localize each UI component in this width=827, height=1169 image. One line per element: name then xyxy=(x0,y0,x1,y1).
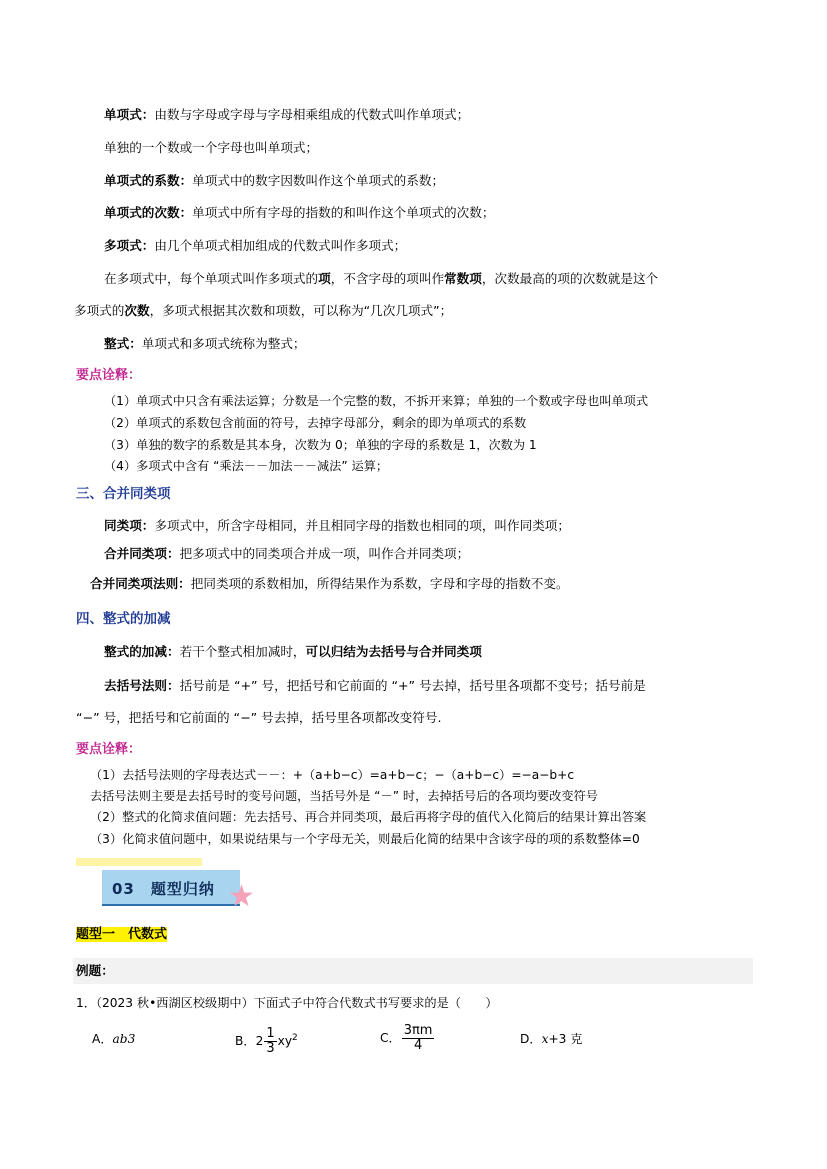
tip-item: （1）去括号法则的字母表达式－－：+（a+b−c）=a+b−c；−（a+b−c）=−a−b+c xyxy=(90,768,575,782)
single-term-note: 单独的一个数或一个字母也叫单项式； xyxy=(104,140,319,155)
section-heading-like-terms: 三、合并同类项 xyxy=(76,486,171,502)
tips-heading-1: 要点诠释： xyxy=(76,368,142,383)
integral-expression-def: 整式：单项式和多项式统称为整式； xyxy=(104,336,306,351)
option-b[interactable]: B．2 $\frac{1}{3}$ $xy^2$ xyxy=(235,1026,298,1057)
tips-heading-2: 要点诠释： xyxy=(76,742,142,757)
combine-like-terms-def: 合并同类项：把多项式中的同类项合并成一项，叫作合并同类项； xyxy=(104,546,470,561)
tip-item: （2）单项式的系数包含前面的符号，去掉字母部分，剩余的即为单项式的系数 xyxy=(104,416,527,430)
like-terms-def: 同类项：多项式中，所含字母相同，并且相同字母的指数也相同的项，叫作同类项； xyxy=(104,518,570,533)
add-subtract-def: 整式的加减：若干个整式相加减时，可以归结为去括号与合并同类项 xyxy=(104,644,482,659)
monomial-def: 单项式：由数与字母或字母与字母相乘组成的代数式叫作单项式； xyxy=(104,107,470,122)
coefficient-def: 单项式的系数：单项式中的数字因数叫作这个单项式的系数； xyxy=(104,173,445,188)
star-icon: ★ xyxy=(228,879,255,914)
polynomial-def: 多项式：由几个单项式相加组成的代数式叫作多项式； xyxy=(104,238,407,253)
degree-def: 单项式的次数：单项式中所有字母的指数的和叫作这个单项式的次数； xyxy=(104,205,495,220)
option-d[interactable]: D．x+3 克 xyxy=(520,1032,583,1046)
bracket-rule-cont: “−” 号，把括号和它前面的 “−” 号去掉，括号里各项都改变符号. xyxy=(76,710,442,725)
tip-item: （4）多项式中含有 “乘法－－加法－－减法” 运算； xyxy=(104,459,389,473)
polynomial-degree-def: 多项式的次数，多项式根据其次数和项数，可以称为“几次几项式”； xyxy=(74,303,453,318)
question-type-heading: 题型一 代数式 xyxy=(76,927,168,942)
tip-item: （2）整式的化简求值问题：先去括号、再合并同类项，最后再将字母的值代入化简后的结果计算出答案 xyxy=(90,810,647,824)
example-label: 例题： xyxy=(76,963,114,978)
bracket-rule: 去括号法则：括号前是 “+” 号，把括号和它前面的 “+” 号去掉，括号里各项都不变号；括号前是 xyxy=(104,678,646,693)
section-heading-add-subtract: 四、整式的加减 xyxy=(76,611,171,627)
tip-item: 去括号法则主要是去括号时的变号问题，当括号外是 “－” 时，去掉括号后的各项均要改变符号 xyxy=(90,789,598,803)
banner-accent xyxy=(76,858,202,866)
tip-item: （1）单项式中只含有乘法运算；分数是一个完整的数，不拆开来算；单独的一个数或字母也叫单项式 xyxy=(104,394,649,408)
combine-rule: 合并同类项法则：把同类项的系数相加，所得结果作为系数，字母和字母的指数不变。 xyxy=(90,576,569,591)
example-bar xyxy=(73,958,753,984)
option-a[interactable]: A．ab3 xyxy=(92,1032,136,1046)
option-c[interactable]: C． $\frac{3\pi m}{4}$ xyxy=(380,1023,433,1053)
tip-item: （3）化简求值问题中，如果说结果与一个字母无关，则最后化简的结果中含该字母的项的系数整体=0 xyxy=(90,832,640,846)
banner-title: 03 题型归纳 xyxy=(112,880,215,898)
question-1: 1．（2023 秋•西湖区校级期中）下面式子中符合代数式书写要求的是（ ） xyxy=(76,996,498,1010)
tip-item: （3）单独的数字的系数是其本身，次数为 0；单独的字母的系数是 1，次数为 1 xyxy=(104,438,537,452)
polynomial-term-def: 在多项式中，每个单项式叫作多项式的项，不含字母的项叫作常数项，次数最高的项的次数就是这个 xyxy=(104,271,659,286)
fraction: $\frac{1}{3}$ xyxy=(266,1026,275,1057)
fraction: $\frac{3\pi m}{4}$ xyxy=(403,1023,433,1053)
